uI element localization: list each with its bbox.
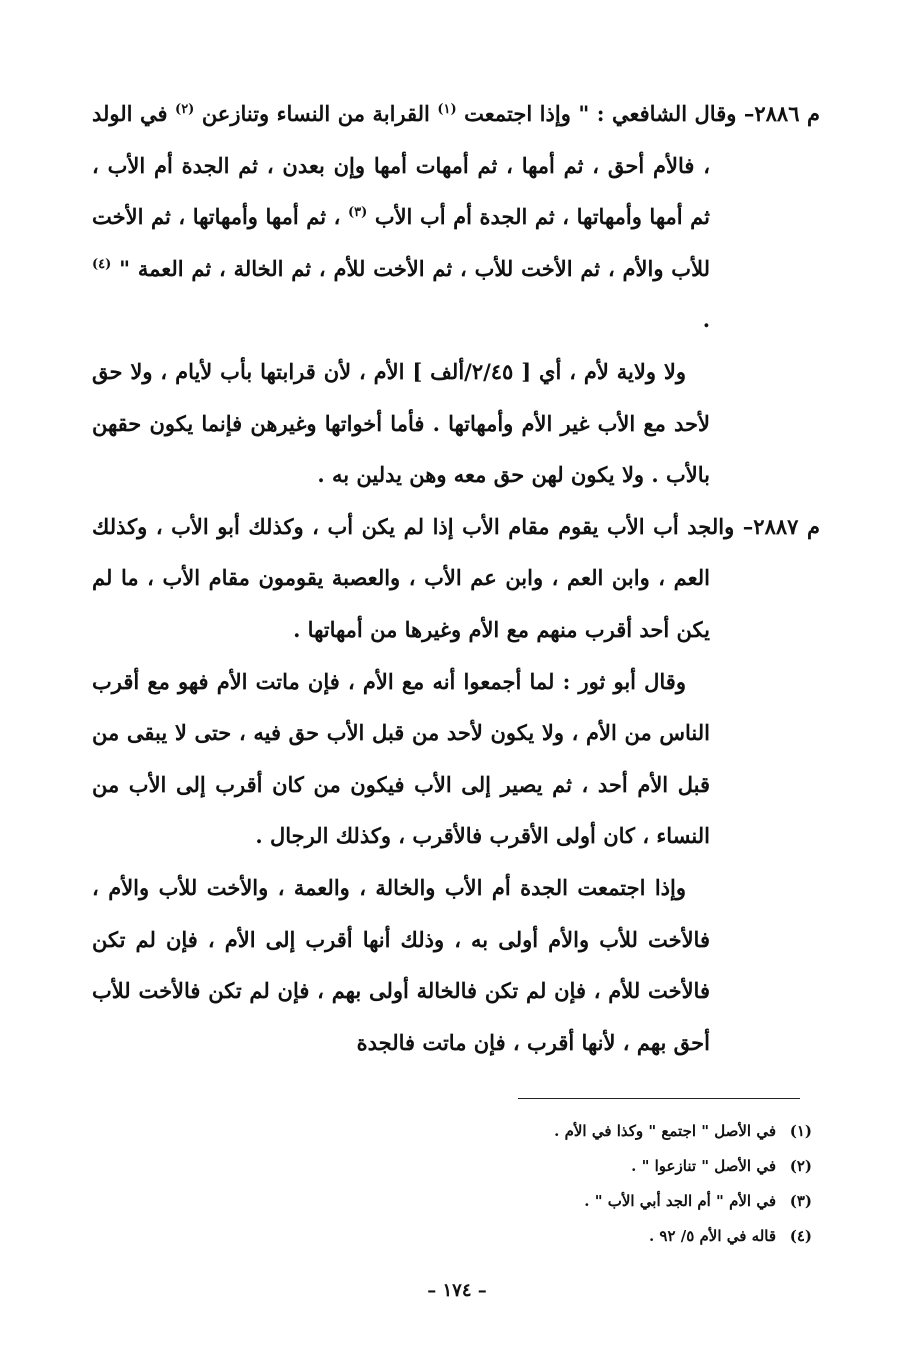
footnote-number: (٤) (789, 1227, 812, 1245)
body-paragraph (92, 862, 820, 1068)
footnote-number: (١) (789, 1122, 812, 1140)
issue-number: م ٢٨٨٧– (742, 513, 820, 539)
footnote-text: في الأصل " تنازعوا " . (631, 1157, 776, 1175)
text-run: . (702, 307, 710, 333)
footnote-text: في الأصل " اجتمع " وكذا في الأم . (554, 1122, 776, 1140)
main-text (92, 88, 820, 1068)
text-run: القرابة من النساء وتنازعن (194, 101, 438, 126)
text-run: في الولد ، فالأم أحق ، ثم أمها ، ثم أمهات أمها وإن بعدن ، ثم الجدة أم الأب ، ثم أمها وأمهاتها ، ثم الجدة أم أب الأب (92, 101, 710, 230)
issue-paragraph (92, 501, 820, 656)
footnote-divider (518, 1098, 800, 1099)
footnote (300, 1149, 812, 1184)
footnote-text: قاله في الأم ٥/ ٩٢ . (648, 1227, 776, 1245)
footnotes (300, 1114, 812, 1254)
footnote-number: (٢) (789, 1157, 812, 1175)
footnote (300, 1184, 812, 1219)
body-paragraph (92, 346, 820, 501)
footnote-number: (٣) (789, 1192, 812, 1210)
footnote (300, 1114, 812, 1149)
text-run: وقال الشافعي : " وإذا اجتمعت (456, 101, 744, 126)
page-number: – ١٧٤ – (427, 1280, 487, 1301)
text-run: ولا ولاية لأم ، أي [ ٢/٤٥/ألف ] الأم ، لأن قرابتها بأب لأيام ، ولا حق لأحد مع الأب غير الأم وأمهاتها . فأما أخواتها وغيرهن فإنما يكون حقهن بالأب . ولا يكون لهن حق معه وهن يدلين به . (92, 358, 710, 488)
footnote (300, 1219, 812, 1254)
issue-number: م ٢٨٨٦– (743, 101, 820, 126)
footnote-reference: (١) (437, 102, 457, 117)
text-run: وقال أبو ثور : لما أجمعوا أنه مع الأم ، فإن ماتت الأم فهو مع أقرب الناس من الأم ، ولا يكون لأحد من قبل الأب حق فيه ، حتى لا يبقى من قبل الأم أحد ، ثم يصير إلى الأب فيكون من كان أقرب إلى الأب من النساء ، كان أولى الأقرب فالأقرب ، وكذلك الرجال . (92, 668, 710, 849)
footnote-text: في الأم " أم الجد أبي الأب " . (584, 1192, 776, 1210)
body-paragraph (92, 656, 820, 862)
text-run: ، ثم أمها وأمهاتها ، ثم الأخت للأب والأم ، ثم الأخت للأب ، ثم الأخت للأم ، ثم الخالة ، ثم العمة " (92, 204, 710, 281)
footnote-reference: (٣) (347, 205, 368, 221)
text-run: وإذا اجتمعت الجدة أم الأب والخالة ، والعمة ، والأخت للأب والأم ، فالأخت للأب والأم أولى به ، وذلك أنها أقرب إلى الأم ، فإن لم تكن فالأخت للأم ، فإن لم تكن فالخالة أولى بهم ، فإن لم تكن فالأخت للأب أحق بهم ، لأنها أقرب ، فإن ماتت فالجدة (92, 874, 710, 1055)
issue-paragraph (92, 88, 820, 346)
footnote-reference: (٢) (175, 102, 195, 117)
footnote-reference: (٤) (92, 256, 112, 272)
text-run: والجد أب الأب يقوم مقام الأب إذا لم يكن أب ، وكذلك أبو الأب ، وكذلك العم ، وابن العم ، وابن عم الأب ، والعصبة يقومون مقام الأب ، ما لم يكن أحد أقرب منهم مع الأم وغيرها من أمهاتها . (92, 513, 743, 642)
